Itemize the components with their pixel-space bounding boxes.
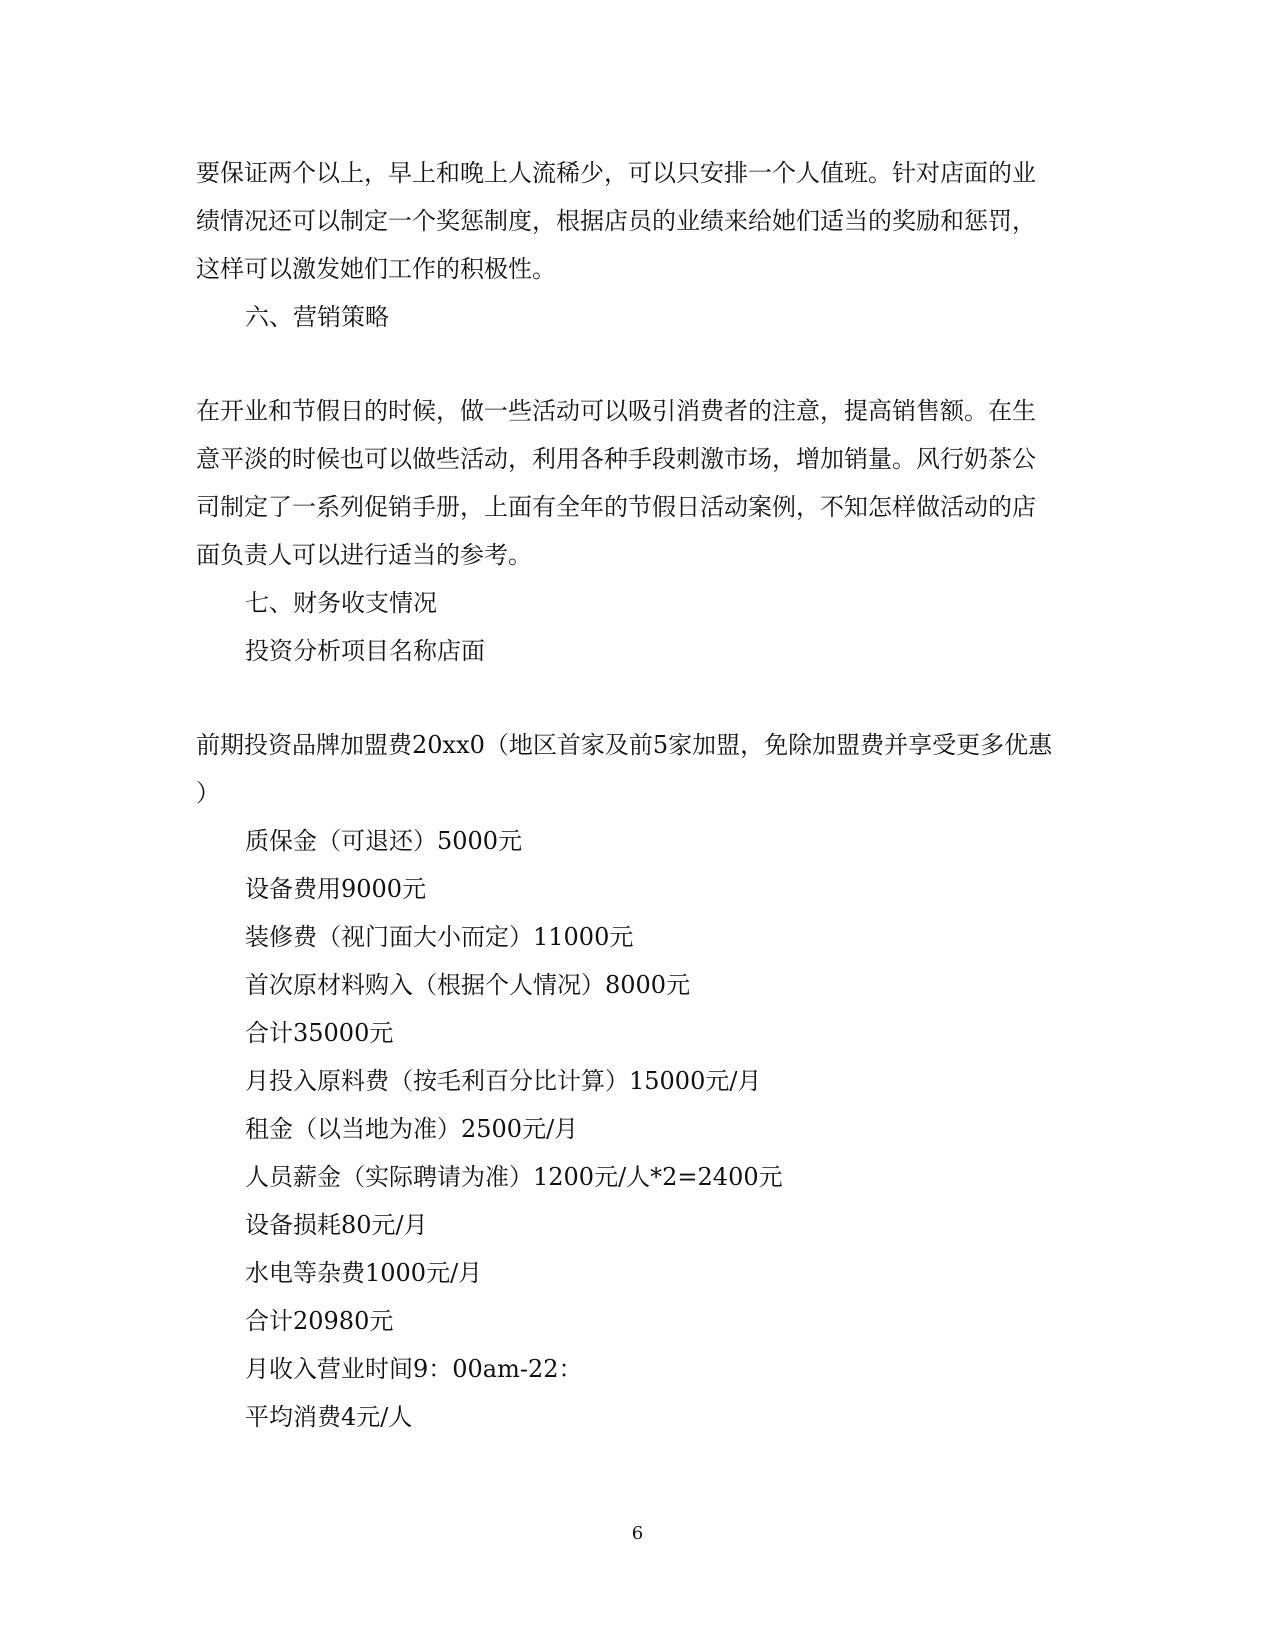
paragraph-line: 在开业和节假日的时候，做一些活动可以吸引消费者的注意，提高销售额。在生 <box>196 397 1036 425</box>
list-item: 人员薪金（实际聘请为准）1200元/人*2=2400元 <box>245 1163 783 1191</box>
list-item: 质保金（可退还）5000元 <box>245 827 523 855</box>
paragraph-line: 前期投资品牌加盟费20xx0（地区首家及前5家加盟，免除加盟费并享受更多优惠 <box>196 731 1053 759</box>
section-heading: 七、财务收支情况 <box>245 589 437 617</box>
paragraph-line: 意平淡的时候也可以做些活动，利用各种手段刺激市场，增加销量。风行奶茶公 <box>196 445 1036 473</box>
list-item: 租金（以当地为准）2500元/月 <box>245 1115 579 1143</box>
paragraph-line: ） <box>196 779 220 807</box>
section-heading: 六、营销策略 <box>245 303 389 331</box>
list-item: 水电等杂费1000元/月 <box>245 1259 483 1287</box>
list-item: 首次原材料购入（根据个人情况）8000元 <box>245 971 691 999</box>
paragraph-line: 司制定了一系列促销手册，上面有全年的节假日活动案例，不知怎样做活动的店 <box>196 493 1036 521</box>
list-item: 月收入营业时间9：00am-22： <box>245 1355 583 1383</box>
paragraph-line: 要保证两个以上，早上和晚上人流稀少，可以只安排一个人值班。针对店面的业 <box>196 159 1036 187</box>
paragraph-line: 投资分析项目名称店面 <box>245 637 485 665</box>
list-item: 合计35000元 <box>245 1019 394 1047</box>
list-item: 合计20980元 <box>245 1307 394 1335</box>
paragraph-line: 面负责人可以进行适当的参考。 <box>196 541 532 569</box>
list-item: 装修费（视门面大小而定）11000元 <box>245 923 634 951</box>
list-item: 月投入原料费（按毛利百分比计算）15000元/月 <box>245 1067 762 1095</box>
list-item: 设备费用9000元 <box>245 875 427 903</box>
paragraph-line: 这样可以激发她们工作的积极性。 <box>196 255 556 283</box>
list-item: 设备损耗80元/月 <box>245 1211 428 1239</box>
paragraph-line: 绩情况还可以制定一个奖惩制度，根据店员的业绩来给她们适当的奖励和惩罚， <box>196 207 1036 235</box>
list-item: 平均消费4元/人 <box>245 1403 413 1431</box>
page-number: 6 <box>631 1523 644 1544</box>
